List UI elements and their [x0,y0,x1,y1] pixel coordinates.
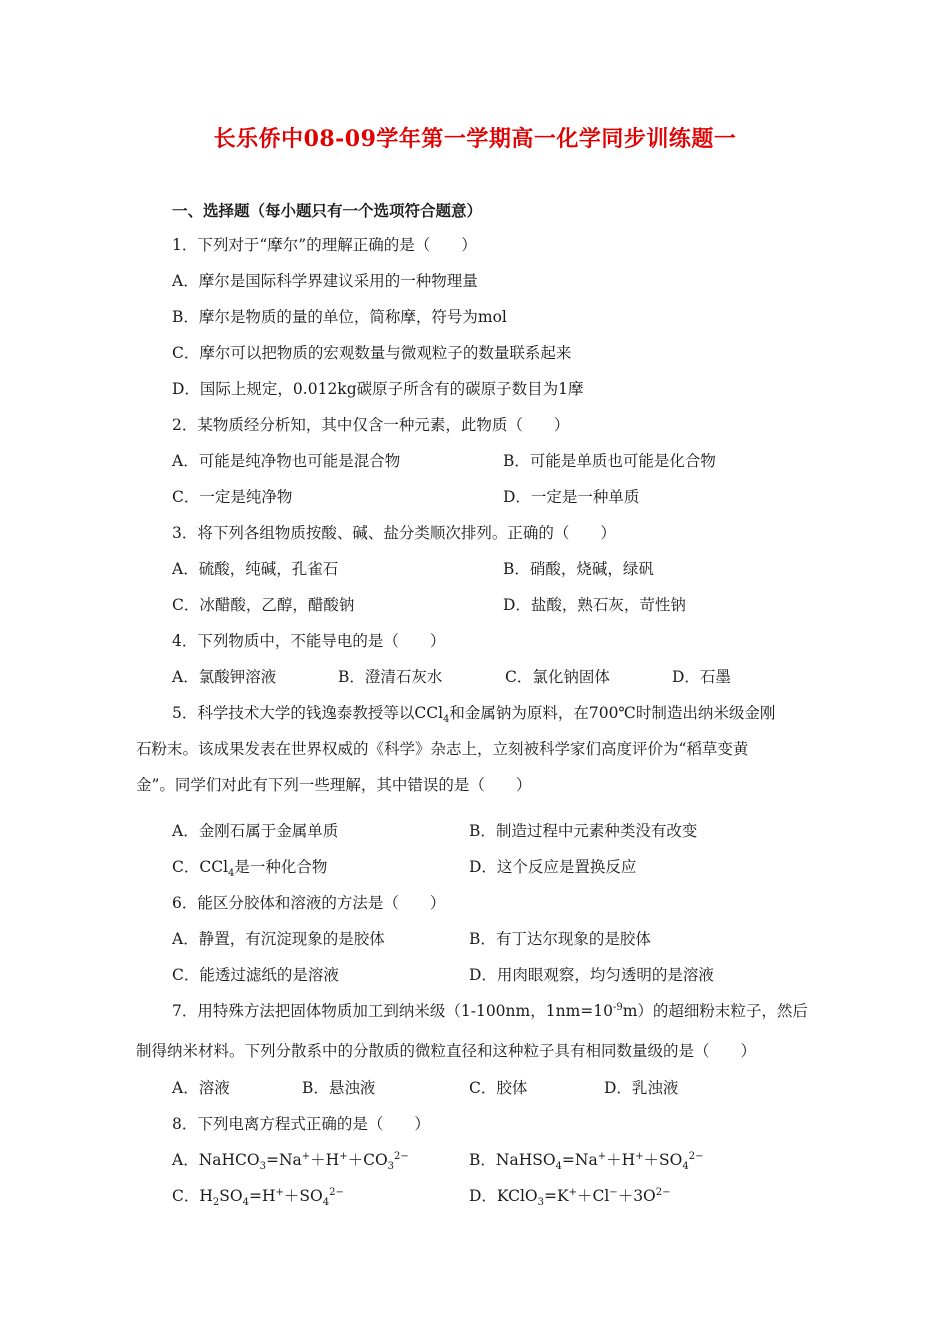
question-4-option-d: D．石墨 [672,668,731,686]
sup: + [275,1186,284,1198]
sub: 3 [259,1161,266,1173]
t: ＋H [606,1151,636,1169]
t: ＋SO [283,1187,323,1205]
sup: + [597,1150,607,1162]
question-1-option-c: C．摩尔可以把物质的宏观数量与微观粒子的数量联系起来 [172,344,572,362]
question-7-option-b: B．悬浊液 [302,1079,376,1097]
t: SO [219,1187,243,1205]
question-5-option-b: B．制造过程中元素种类没有改变 [469,822,698,840]
question-4-option-b: B．澄清石灰水 [338,668,443,686]
question-3-stem: 3．将下列各组物质按酸、碱、盐分类顺次排列。正确的（ ） [172,524,616,542]
question-4-option-a: A．氯酸钾溶液 [172,668,277,686]
question-3-option-d: D．盐酸，熟石灰，苛性钠 [503,596,686,614]
t: =K [544,1187,569,1205]
page-title: 长乐侨中08-09学年第一学期高一化学同步训练题一 [213,126,737,152]
question-4-option-c: C．氯化钠固体 [505,668,610,686]
sub: 3 [387,1161,395,1173]
question-1-option-d: D．国际上规定，0.012kg碳原子所含有的碳原子数目为1摩 [172,380,584,398]
t: ＋CO [347,1151,388,1169]
question-5-stem-line-3: 金”。同学们对此有下列一些理解，其中错误的是（ ） [136,776,532,794]
question-2-stem: 2．某物质经分析知，其中仅含一种元素，此物质（ ） [172,416,570,434]
sup: + [635,1150,644,1162]
stem-text: m）的超细粉末粒子，然后 [622,1002,808,1020]
t: ＋H [310,1151,340,1169]
sub: 4 [322,1197,330,1209]
question-8-option-a [172,1150,409,1173]
section-heading: 一、选择题（每小题只有一个选项符合题意） [172,201,483,220]
question-6-option-a: A．静置，有沉淀现象的是胶体 [172,930,385,948]
t: =Na [265,1151,302,1169]
sub: 3 [537,1197,544,1209]
t: A．NaHCO [172,1151,260,1169]
question-5-stem-line-2: 石粉末。该成果发表在世界权威的《科学》杂志上，立刻被科学家们高度评价为“稻草变黄 [136,740,749,758]
t: D．KClO [469,1187,538,1205]
t: ＋Cl [576,1187,610,1205]
sup: 2− [394,1150,409,1162]
question-7-option-a: A．溶液 [172,1079,230,1097]
question-7-stem-line-2: 制得纳米材料。下列分散系中的分散质的微粒直径和这种粒子具有相同数量级的是（ ） [136,1042,757,1060]
question-6-option-c: C．能透过滤纸的是溶液 [172,966,339,984]
sup: − [609,1186,618,1198]
subscript: 4 [228,868,235,880]
question-4-stem: 4．下列物质中，不能导电的是（ ） [172,632,446,650]
question-2-option-d: D．一定是一种单质 [503,488,640,506]
sup: 2− [329,1186,344,1198]
question-7-stem-line-1 [172,1001,808,1021]
sup: + [339,1150,348,1162]
sub: 4 [555,1161,562,1173]
question-7-option-c: C．胶体 [469,1079,528,1097]
t: ＋SO [643,1151,683,1169]
question-1-stem: 1．下列对于“摩尔”的理解正确的是（ ） [172,236,477,254]
question-3-option-c: C．冰醋酸，乙醇，醋酸钠 [172,596,355,614]
question-6-option-d: D．用肉眼观察，均匀透明的是溶液 [469,966,714,984]
stem-text: 5．科学技术大学的钱逸泰教授等以CCl [172,704,444,722]
question-6-option-b: B．有丁达尔现象的是胶体 [469,930,651,948]
sup: + [568,1186,577,1198]
question-2-option-a: A．可能是纯净物也可能是混合物 [172,452,401,470]
question-5-stem-line-1 [172,703,776,726]
question-8-option-c [172,1186,344,1209]
stem-text: 7．用特殊方法把固体物质加工到纳米级（1-100nm，1nm=10 [172,1002,613,1020]
option-text: 是一种化合物 [234,858,328,876]
t: C．H [172,1187,213,1205]
option-text: C．CCl [172,858,229,876]
question-5-option-d: D．这个反应是置换反应 [469,858,637,876]
sup: 2− [688,1150,704,1162]
question-3-option-b: B．硝酸，烧碱，绿矾 [503,560,654,578]
t: =H [248,1187,276,1205]
t: B．NaHSO [469,1151,556,1169]
question-5-option-a: A．金刚石属于金属单质 [172,822,339,840]
subscript: 4 [443,714,450,726]
question-1-option-b: B．摩尔是物质的量的单位，简称摩，符号为mol [172,308,507,326]
question-7-option-d: D．乳浊液 [604,1079,679,1097]
sub: 4 [682,1161,689,1173]
t: =Na [561,1151,598,1169]
stem-text: 和金属钠为原料，在700℃时制造出纳米级金刚 [449,704,776,722]
sub: 2 [212,1197,220,1209]
sub: 4 [242,1197,249,1209]
sup: 2− [655,1186,671,1198]
question-5-option-c [172,857,328,880]
question-8-option-b [469,1150,704,1173]
question-2-option-c: C．一定是纯净物 [172,488,293,506]
sup: + [301,1150,311,1162]
superscript: -9 [612,1001,623,1013]
question-8-stem: 8．下列电离方程式正确的是（ ） [172,1115,430,1133]
t: ＋3O [617,1187,656,1205]
question-8-option-d [469,1186,671,1209]
question-2-option-b: B．可能是单质也可能是化合物 [503,452,716,470]
question-6-stem: 6．能区分胶体和溶液的方法是（ ） [172,894,446,912]
question-3-option-a: A．硫酸，纯碱，孔雀石 [172,560,339,578]
question-1-option-a: A．摩尔是国际科学界建议采用的一种物理量 [172,272,478,290]
